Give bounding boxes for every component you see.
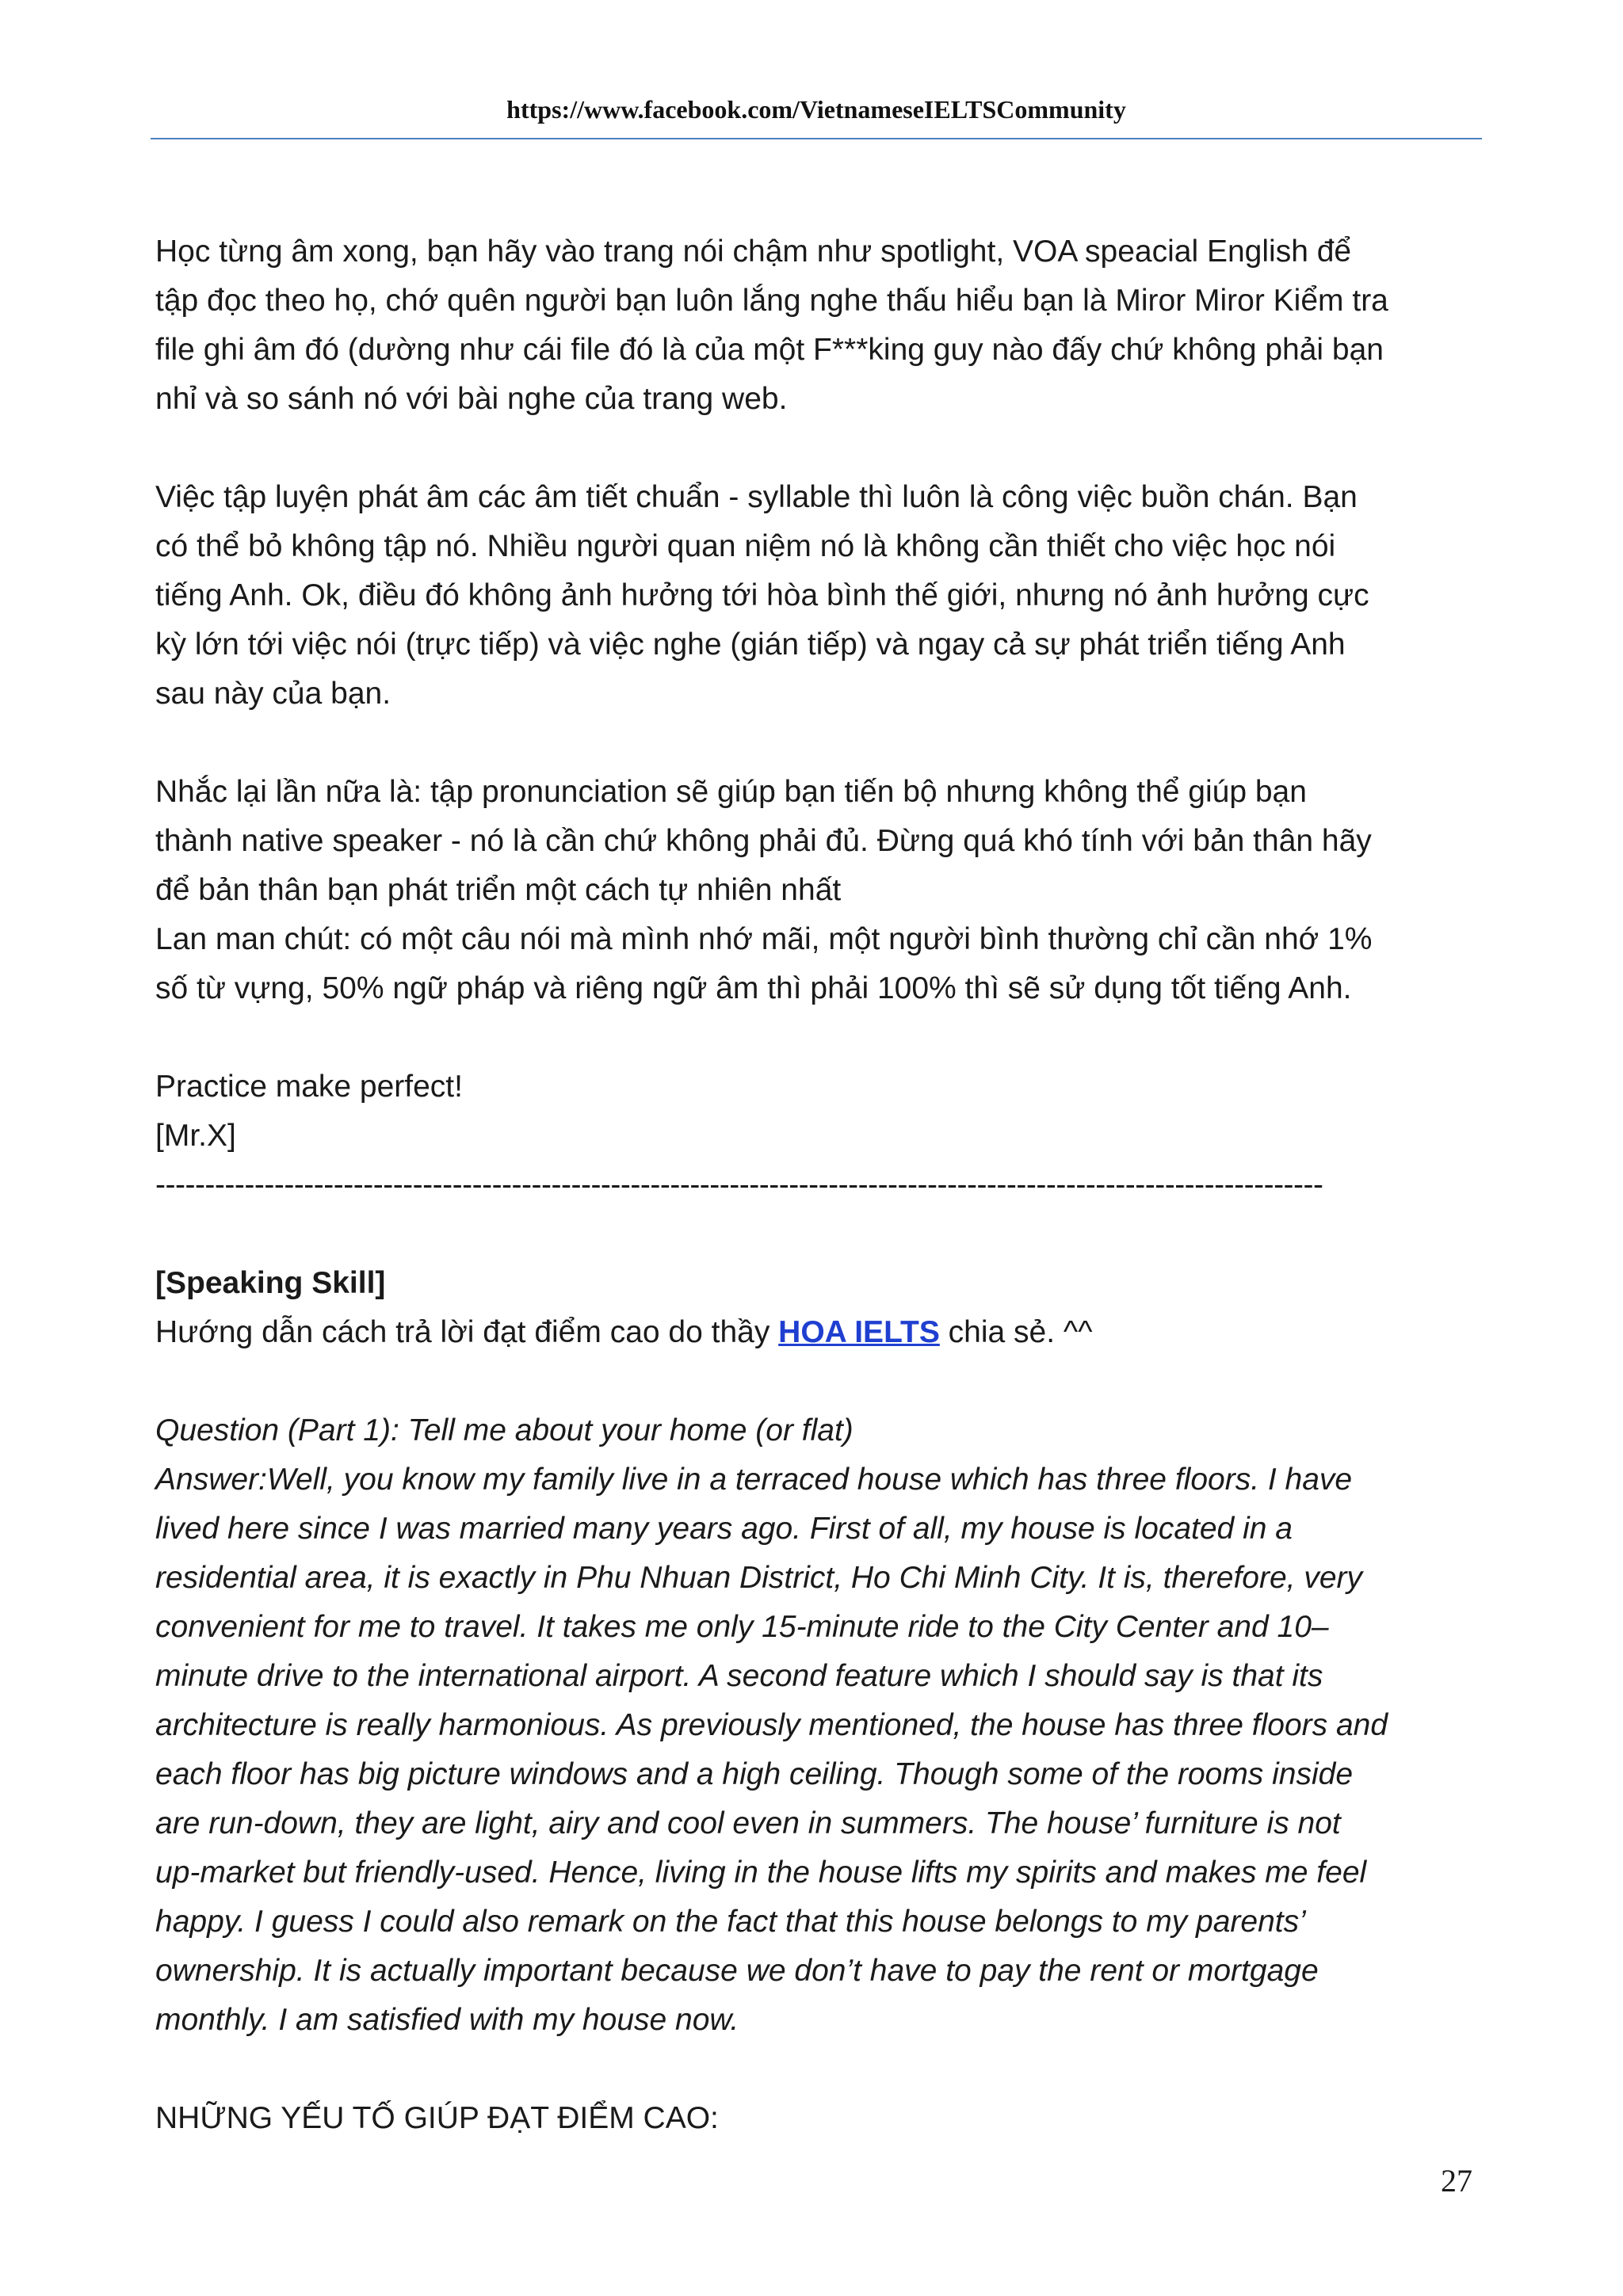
- paragraph-spacer: [155, 719, 1495, 768]
- factors-block: [155, 2094, 1495, 2143]
- question-text: Question (Part 1): Tell me about your home (or flat): [155, 1413, 854, 1447]
- page-header-url: https://www.facebook.com/VietnameseIELTSCommunity: [506, 95, 1126, 124]
- answer-line: ownership. It is actually important because we don’t have to pay the rent or mortgage: [155, 1954, 1319, 1988]
- section-heading: [Speaking Skill]: [155, 1266, 386, 1300]
- intro-text: Hướng dẫn cách trả lời đạt điểm cao do thầy: [155, 1315, 779, 1349]
- answer-line: Answer:Well, you know my family live in a terraced house which has three floors. I have: [155, 1463, 1353, 1497]
- text-line: Việc tập luyện phát âm các âm tiết chuẩn - syllable thì luôn là công việc buồn chán. Bạn: [155, 480, 1358, 514]
- text-line: sau này của bạn.: [155, 677, 391, 711]
- factors-heading: NHỮNG YẾU TỐ GIÚP ĐẠT ĐIỂM CAO:: [155, 2101, 719, 2135]
- answer-line: residential area, it is exactly in Phu Nhuan District, Ho Chi Minh City. It is, therefore, very: [155, 1561, 1363, 1595]
- text-line: nhỉ và so sánh nó với bài nghe của trang web.: [155, 382, 788, 416]
- answer-line: convenient for me to travel. It takes me only 15-minute ride to the City Center and 10–: [155, 1610, 1329, 1644]
- text-line: kỳ lớn tới việc nói (trực tiếp) và việc nghe (gián tiếp) và ngay cả sự phát triển tiếng Anh: [155, 627, 1346, 662]
- speaking-intro-block: [155, 1259, 1495, 1357]
- page-number: 27: [1441, 2163, 1472, 2199]
- paragraph-spacer: [155, 424, 1495, 473]
- answer-line: minute drive to the international airport. A second feature which I should say is that its: [155, 1659, 1323, 1693]
- closing-block: [155, 1062, 1495, 1210]
- text-line: Học từng âm xong, bạn hãy vào trang nói chậm như spotlight, VOA speacial English để: [155, 235, 1352, 269]
- answer-line: lived here since I was married many years ago. First of all, my house is located in a: [155, 1512, 1293, 1546]
- intro-text-tail: chia sẻ. ^^: [939, 1315, 1093, 1349]
- paragraph-spacer: [155, 2045, 1495, 2094]
- answer-line: each floor has big picture windows and a high ceiling. Though some of the rooms inside: [155, 1757, 1354, 1791]
- text-line: Nhắc lại lần nữa là: tập pronunciation sẽ giúp bạn tiến bộ nhưng không thể giúp bạn: [155, 775, 1307, 809]
- paragraph-reminder: [155, 768, 1495, 1013]
- text-line: có thể bỏ không tập nó. Nhiều người quan niệm nó là không cần thiết cho việc học nói: [155, 529, 1336, 563]
- paragraph-spacer: [155, 1210, 1495, 1259]
- text-line: thành native speaker - nó là cần chứ không phải đủ. Đừng quá khó tính với bản thân hãy: [155, 824, 1372, 858]
- answer-line: happy. I guess I could also remark on the fact that this house belongs to my parents’: [155, 1905, 1306, 1939]
- answer-line: up-market but friendly-used. Hence, living in the house lifts my spirits and makes me feel: [155, 1855, 1367, 1890]
- dashed-separator: ----------------------------------------------------------------------------------------------------------------------: [155, 1168, 1323, 1202]
- document-body: [155, 227, 1495, 2143]
- motto-text: Practice make perfect!: [155, 1070, 463, 1104]
- paragraph-syllable-practice: [155, 473, 1495, 719]
- author-signature: [Mr.X]: [155, 1119, 236, 1153]
- answer-line: are run-down, they are light, airy and cool even in summers. The house’ furniture is not: [155, 1806, 1341, 1840]
- hoa-ielts-link[interactable]: HOA IELTS: [778, 1315, 940, 1349]
- paragraph-spacer: [155, 1013, 1495, 1062]
- speaking-intro-line: [155, 1308, 1495, 1357]
- text-line: số từ vựng, 50% ngữ pháp và riêng ngữ âm thì phải 100% thì sẽ sử dụng tốt tiếng Anh.: [155, 971, 1352, 1005]
- text-line: Lan man chút: có một câu nói mà mình nhớ mãi, một người bình thường chỉ cần nhớ 1%: [155, 922, 1373, 956]
- text-line: tiếng Anh. Ok, điều đó không ảnh hưởng tới hòa bình thế giới, nhưng nó ảnh hưởng cực: [155, 578, 1369, 612]
- text-line: file ghi âm đó (dường như cái file đó là của một F***king guy nào đấy chứ không phải bạn: [155, 333, 1384, 367]
- question-answer-block: [155, 1406, 1495, 2045]
- answer-line: architecture is really harmonious. As previously mentioned, the house has three floors and: [155, 1708, 1388, 1742]
- answer-line: monthly. I am satisfied with my house now.: [155, 2003, 739, 2037]
- header-divider: [151, 138, 1482, 139]
- paragraph-spacer: [155, 1357, 1495, 1406]
- paragraph-pronunciation-practice: [155, 227, 1495, 424]
- text-line: để bản thân bạn phát triển một cách tự nhiên nhất: [155, 873, 842, 907]
- text-line: tập đọc theo họ, chớ quên người bạn luôn lắng nghe thấu hiểu bạn là Miror Miror Kiểm tra: [155, 284, 1388, 318]
